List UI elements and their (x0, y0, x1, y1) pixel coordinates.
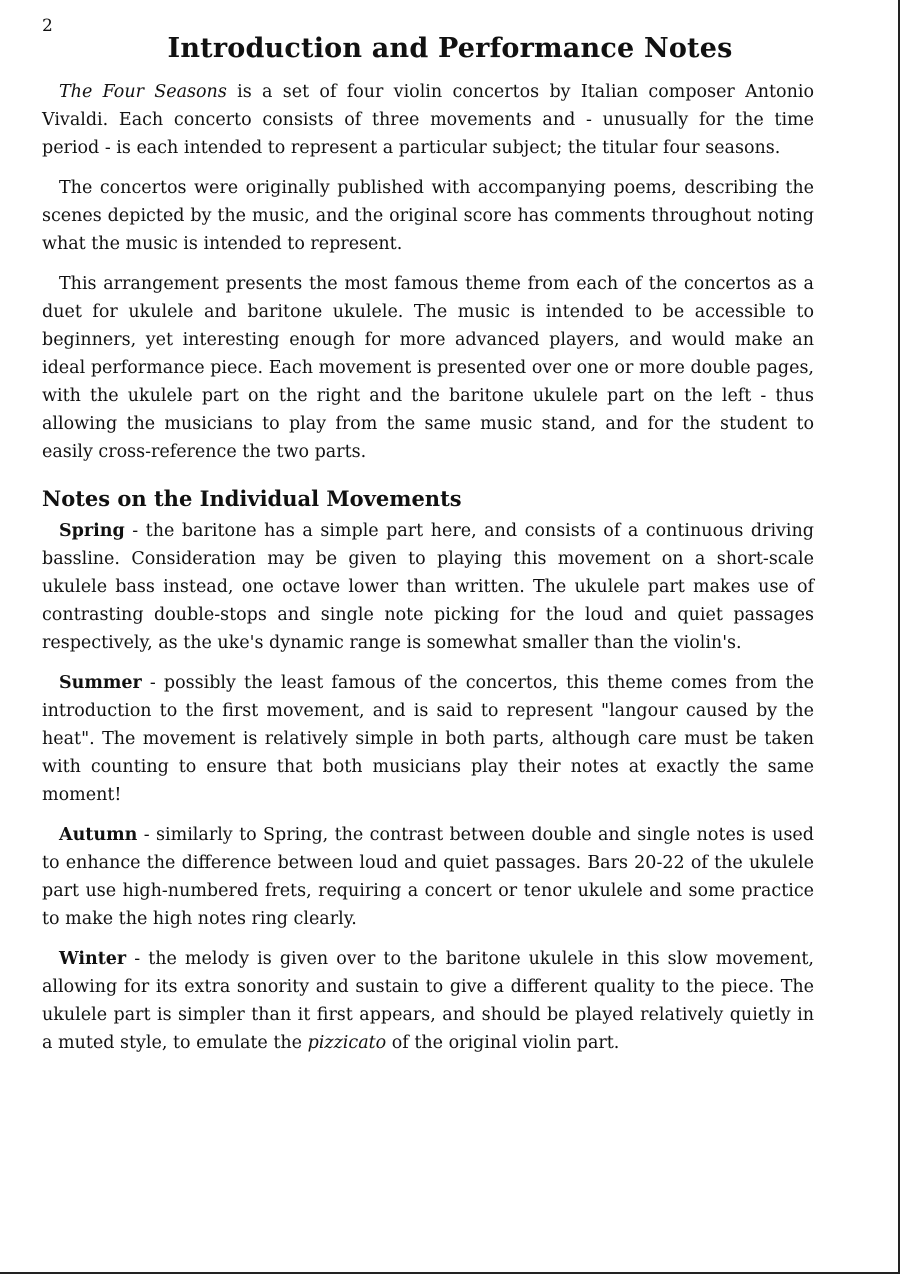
movement-text-spring: - the baritone has a simple part here, and consists of a continuous driving bassline. Consideration may be given to playing this movement on a short-scale ukulele bass instead, one octave lower than written. The ukulele part makes use of contrasting double-stops and single note picking for the loud and quiet passages respectively, as the uke's dynamic range is somewhat smaller than the violin's. (42, 521, 814, 653)
section-heading: Notes on the Individual Movements (42, 486, 462, 511)
movement-autumn (42, 821, 814, 933)
movement-summer (42, 669, 814, 809)
movement-text-winter-1: - the melody is given over to the baritone ukulele in this slow movement, allowing for its extra sonority and sustain to give a different quality to the piece. The ukulele part is simpler than it first appears, and should be played relatively quietly in a muted style, to emulate the (42, 949, 814, 1053)
intro-paragraph-1 (42, 78, 814, 162)
page-number: 2 (42, 16, 53, 36)
movement-text-winter-2: of the original violin part. (386, 1033, 620, 1053)
italic-term-pizzicato: pizzicato (307, 1033, 387, 1053)
movement-name-autumn: Autumn (59, 825, 138, 845)
movement-name-spring: Spring (59, 521, 125, 541)
movement-name-summer: Summer (59, 673, 142, 693)
intro-paragraph-1-text: is a set of four violin concertos by Italian composer Antonio Vivaldi. Each concerto consists of three movements and - unusually for the time period - is each intended to represent a particular subject; the titular four seasons. (42, 82, 814, 158)
intro-paragraph-2: The concertos were originally published with accompanying poems, describing the scenes depicted by the music, and the original score has comments throughout noting what the music is intended to represent. (42, 178, 814, 254)
work-title: The Four Seasons (59, 82, 227, 102)
intro-paragraph-3: This arrangement presents the most famous theme from each of the concertos as a duet for ukulele and baritone ukulele. The music is intended to be accessible to beginners, yet interesting enough for more advanced players, and would make an ideal performance piece. Each movement is presented over one or more double pages, with the ukulele part on the right and the baritone ukulele part on the left - thus allowing the musicians to play from the same music stand, and for the student to easily cross-reference the two parts. (42, 274, 814, 462)
document-body (42, 78, 814, 1069)
movement-winter (42, 945, 814, 1057)
movement-text-autumn: - similarly to Spring, the contrast between double and single notes is used to enhance the difference between loud and quiet passages. Bars 20-22 of the ukulele part use high-numbered frets, requiring a concert or tenor ukulele and some practice to make the high notes ring clearly. (42, 825, 814, 929)
movement-text-summer: - possibly the least famous of the concertos, this theme comes from the introduction to the first movement, and is said to represent "langour caused by the heat". The movement is relatively simple in both parts, although care must be taken with counting to ensure that both musicians play their notes at exactly the same moment! (42, 673, 814, 805)
page-title: Introduction and Performance Notes (167, 33, 733, 64)
movement-name-winter: Winter (59, 949, 127, 969)
movement-spring (42, 517, 814, 657)
